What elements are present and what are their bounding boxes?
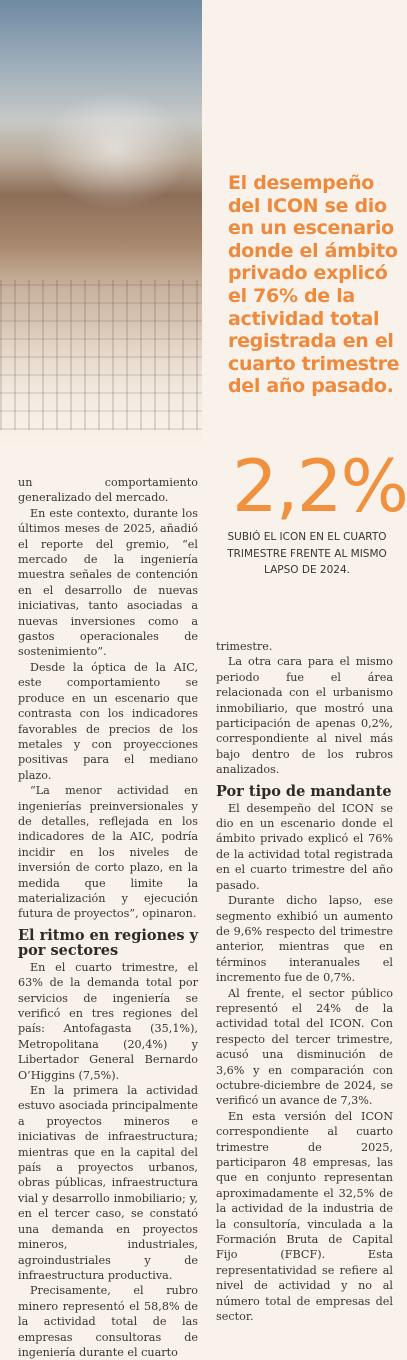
paragraph: Durante dicho lapso, ese segmento exhibió un aumento de 9,6% respecto del trimestre anterior, mientras que en términos interanuales el incremento fue de 0,7%. [216,894,393,985]
section-heading: Por tipo de mandante [216,782,392,800]
smoke-plume [40,90,190,210]
right-column [216,639,393,1324]
paragraph: Desde la óptica de la AIC, este comportamiento se produce en un escenario que contrasta con los indicadores favorables de precios de los metales y con proyecciones positivas para el mediano plazo. [18,660,198,782]
paragraph: La otra cara para el mismo periodo fue el área relacionada con el urbanismo inmobiliario, que mostró una participación de apenas 0,2%, correspondiente al nivel más bajo dentro de los rubros analizados. [216,655,393,777]
paragraph: Precisamente, el rubro minero representó el 58,8% de la actividad total de las empresas consultoras de ingeniería durante el cuarto [18,1284,198,1359]
paragraph: En el cuarto trimestre, el 63% de la demanda total por servicios de ingeniería se verificó en tres regiones del país: Antofagasta (35,1%), Metropolitana (20,4%) y Libertador General Bernardo O’Higgins (7,5%). [18,960,198,1082]
paragraph: trimestre. [216,640,273,653]
paragraph: un comportamiento generalizado del mercado. [18,476,198,505]
mining-site-photo [0,0,202,465]
pull-quote: El desempeño del ICON se dio en un escenario donde el ámbito privado explicó el 76% de la actividad total registrada en el cuarto trimestre del año pasado. [228,172,400,398]
stat-caption: SUBIÓ EL ICON EN EL CUARTO TRIMESTRE FRENTE AL MISMO LAPSO DE 2024. [227,531,387,576]
paragraph: En la primera la actividad estuvo asociada principalmente a proyectos mineros e iniciativas de infraestructura; mientras que en la capital del país a proyectos urbanos, obras públicas, infraestructura vial y desarrollo inmobiliario; y, en el tercer caso, se constató una demanda en proyectos mineros, industriales, agroindustriales y de infraestructura productiva. [18,1084,198,1282]
stat-number: 2,2% [232,444,407,528]
paragraph: En esta versión del ICON correspondiente al cuarto trimestre de 2025, participaron 48 empresas, las que en conjunto representan aproximadamente el 32,5% de la actividad de la industria de la consultoría, vinculada a la Formación Bruta de Capital Fijo (FBCF). Esta representatividad se refiere al nivel de actividad y no al número total de empresas del sector. [216,1109,393,1324]
left-column [18,475,198,1360]
paragraph: En este contexto, durante los últimos meses de 2025, añadió el reporte del gremio, “el mercado de la ingeniería muestra señales de contención en el desarrollo de nuevas iniciativas, tanto asociadas a nuevas inversiones como a gastos operacionales de sostenimiento”. [18,506,198,659]
paragraph: El desempeño del ICON se dio en un escenario donde el ámbito privado explicó el 76% de la actividad total registrada en el cuarto trimestre del año pasado. [216,801,393,892]
construction-structure [0,280,202,430]
section-heading: El ritmo en regiones y por sectores [18,926,198,959]
paragraph: Al frente, el sector público representó el 24% de la actividad total del ICON. Con respecto del tercer trimestre, acusó una disminución de 3,6% y en comparación con octubre-diciembre de 2024, se verificó un avance de 7,3%. [216,986,393,1108]
paragraph: “La menor actividad en ingenierías preinversionales y de detalles, reflejada en los indicadores de la AIC, podría incidir en los niveles de inversión de corto plazo, en la medida que limite la materialización y ejecución futura de proyectos”, opinaron. [18,784,198,921]
